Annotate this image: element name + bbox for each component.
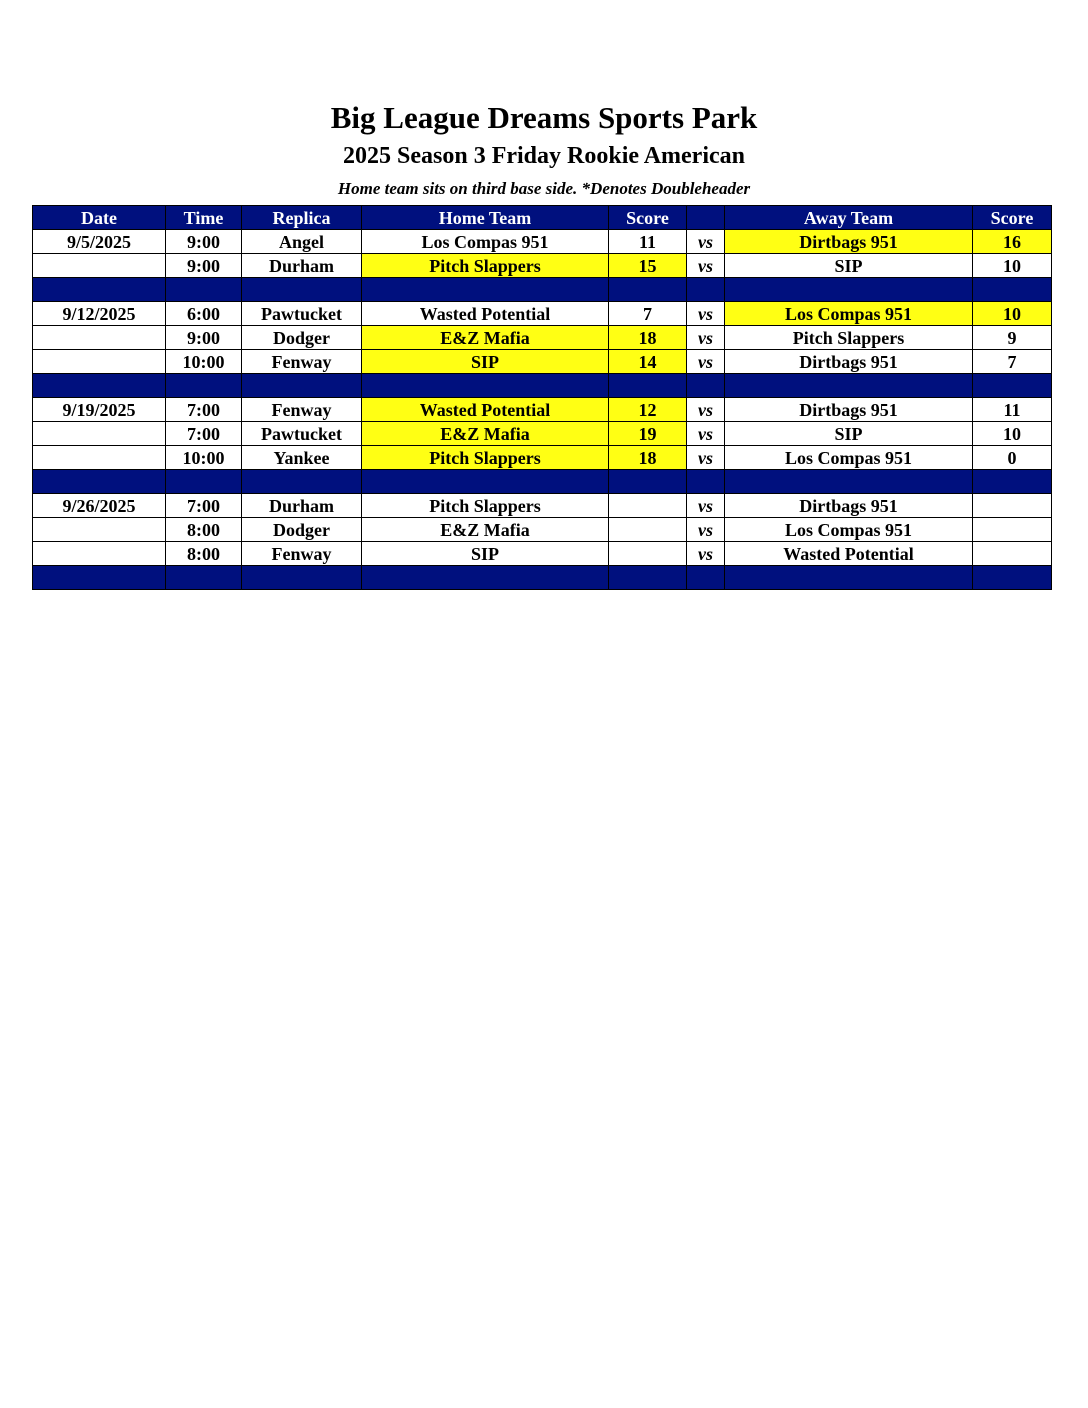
vs-label: vs <box>687 302 725 326</box>
week-separator-row <box>33 278 1052 302</box>
away-score: 10 <box>973 254 1052 278</box>
game-row <box>33 422 1052 446</box>
page-subtitle: 2025 Season 3 Friday Rookie American <box>343 143 745 169</box>
separator-cell <box>166 470 242 494</box>
home-team: Pitch Slappers <box>362 446 609 470</box>
home-team: SIP <box>362 542 609 566</box>
col-header-time: Time <box>166 206 242 230</box>
vs-label: vs <box>687 422 725 446</box>
home-team: Pitch Slappers <box>362 494 609 518</box>
separator-cell <box>609 566 687 590</box>
col-header-home-score: Score <box>609 206 687 230</box>
week-separator-row <box>33 566 1052 590</box>
home-team: E&Z Mafia <box>362 518 609 542</box>
separator-cell <box>609 278 687 302</box>
schedule-note: Home team sits on third base side. *Denotes Doubleheader <box>337 179 751 198</box>
home-score <box>609 542 687 566</box>
game-time: 8:00 <box>166 518 242 542</box>
away-score <box>973 518 1052 542</box>
game-row <box>33 302 1052 326</box>
home-score: 7 <box>609 302 687 326</box>
game-replica: Fenway <box>242 350 362 374</box>
separator-cell <box>725 566 973 590</box>
separator-cell <box>687 566 725 590</box>
game-replica: Dodger <box>242 518 362 542</box>
away-score: 16 <box>973 230 1052 254</box>
game-date: 9/12/2025 <box>33 302 166 326</box>
game-date: 9/5/2025 <box>33 230 166 254</box>
home-team: Wasted Potential <box>362 398 609 422</box>
vs-label: vs <box>687 326 725 350</box>
away-team: Wasted Potential <box>725 542 973 566</box>
game-replica: Angel <box>242 230 362 254</box>
game-row <box>33 254 1052 278</box>
away-team: Los Compas 951 <box>725 302 973 326</box>
game-time: 10:00 <box>166 350 242 374</box>
separator-cell <box>725 374 973 398</box>
separator-cell <box>362 374 609 398</box>
game-row <box>33 398 1052 422</box>
vs-label: vs <box>687 230 725 254</box>
separator-cell <box>242 566 362 590</box>
home-team: SIP <box>362 350 609 374</box>
home-team: E&Z Mafia <box>362 326 609 350</box>
separator-cell <box>33 374 166 398</box>
game-row <box>33 446 1052 470</box>
separator-cell <box>609 470 687 494</box>
col-header-away-score: Score <box>973 206 1052 230</box>
home-team: E&Z Mafia <box>362 422 609 446</box>
separator-cell <box>725 278 973 302</box>
game-time: 7:00 <box>166 494 242 518</box>
away-score <box>973 542 1052 566</box>
home-score <box>609 494 687 518</box>
game-date <box>33 446 166 470</box>
week-separator-row <box>33 470 1052 494</box>
schedule-body <box>33 230 1052 590</box>
home-team: Los Compas 951 <box>362 230 609 254</box>
away-score: 10 <box>973 422 1052 446</box>
game-time: 8:00 <box>166 542 242 566</box>
game-date <box>33 254 166 278</box>
game-replica: Dodger <box>242 326 362 350</box>
away-team: Dirtbags 951 <box>725 494 973 518</box>
game-date <box>33 422 166 446</box>
home-score: 14 <box>609 350 687 374</box>
separator-cell <box>166 374 242 398</box>
vs-label: vs <box>687 518 725 542</box>
separator-cell <box>362 470 609 494</box>
game-replica: Pawtucket <box>242 302 362 326</box>
game-row <box>33 230 1052 254</box>
vs-label: vs <box>687 350 725 374</box>
vs-label: vs <box>687 494 725 518</box>
game-date <box>33 542 166 566</box>
separator-cell <box>973 374 1052 398</box>
away-score: 7 <box>973 350 1052 374</box>
col-header-home-team: Home Team <box>362 206 609 230</box>
away-score: 0 <box>973 446 1052 470</box>
away-team: Dirtbags 951 <box>725 398 973 422</box>
vs-label: vs <box>687 446 725 470</box>
separator-cell <box>687 374 725 398</box>
page-title: Big League Dreams Sports Park <box>330 100 758 135</box>
separator-cell <box>973 566 1052 590</box>
vs-label: vs <box>687 398 725 422</box>
separator-cell <box>687 470 725 494</box>
home-score: 12 <box>609 398 687 422</box>
away-team: Pitch Slappers <box>725 326 973 350</box>
separator-cell <box>973 278 1052 302</box>
away-team: Los Compas 951 <box>725 446 973 470</box>
home-score: 15 <box>609 254 687 278</box>
game-replica: Fenway <box>242 542 362 566</box>
col-header-vs <box>687 206 725 230</box>
col-header-date: Date <box>33 206 166 230</box>
vs-label: vs <box>687 542 725 566</box>
separator-cell <box>33 470 166 494</box>
home-score <box>609 518 687 542</box>
home-score: 11 <box>609 230 687 254</box>
away-score: 11 <box>973 398 1052 422</box>
game-date <box>33 350 166 374</box>
separator-cell <box>33 566 166 590</box>
game-time: 9:00 <box>166 230 242 254</box>
vs-label: vs <box>687 254 725 278</box>
separator-cell <box>687 278 725 302</box>
game-replica: Yankee <box>242 446 362 470</box>
game-replica: Pawtucket <box>242 422 362 446</box>
game-row <box>33 518 1052 542</box>
header-row <box>33 206 1052 230</box>
home-score: 18 <box>609 326 687 350</box>
game-date <box>33 326 166 350</box>
game-row <box>33 542 1052 566</box>
schedule-table <box>32 205 1052 590</box>
game-date <box>33 518 166 542</box>
separator-cell <box>166 278 242 302</box>
game-time: 9:00 <box>166 254 242 278</box>
col-header-away-team: Away Team <box>725 206 973 230</box>
game-replica: Durham <box>242 254 362 278</box>
game-time: 7:00 <box>166 422 242 446</box>
game-row <box>33 350 1052 374</box>
separator-cell <box>166 566 242 590</box>
game-time: 6:00 <box>166 302 242 326</box>
away-team: SIP <box>725 254 973 278</box>
game-row <box>33 494 1052 518</box>
separator-cell <box>33 278 166 302</box>
away-team: Dirtbags 951 <box>725 230 973 254</box>
week-separator-row <box>33 374 1052 398</box>
game-row <box>33 326 1052 350</box>
separator-cell <box>609 374 687 398</box>
separator-cell <box>362 278 609 302</box>
away-team: SIP <box>725 422 973 446</box>
away-team: Los Compas 951 <box>725 518 973 542</box>
game-time: 9:00 <box>166 326 242 350</box>
away-team: Dirtbags 951 <box>725 350 973 374</box>
game-time: 10:00 <box>166 446 242 470</box>
separator-cell <box>242 374 362 398</box>
separator-cell <box>242 470 362 494</box>
game-replica: Fenway <box>242 398 362 422</box>
game-date: 9/26/2025 <box>33 494 166 518</box>
home-team: Pitch Slappers <box>362 254 609 278</box>
separator-cell <box>725 470 973 494</box>
separator-cell <box>242 278 362 302</box>
separator-cell <box>362 566 609 590</box>
game-replica: Durham <box>242 494 362 518</box>
game-time: 7:00 <box>166 398 242 422</box>
away-score <box>973 494 1052 518</box>
home-score: 19 <box>609 422 687 446</box>
home-score: 18 <box>609 446 687 470</box>
home-team: Wasted Potential <box>362 302 609 326</box>
game-date: 9/19/2025 <box>33 398 166 422</box>
away-score: 10 <box>973 302 1052 326</box>
away-score: 9 <box>973 326 1052 350</box>
col-header-replica: Replica <box>242 206 362 230</box>
separator-cell <box>973 470 1052 494</box>
